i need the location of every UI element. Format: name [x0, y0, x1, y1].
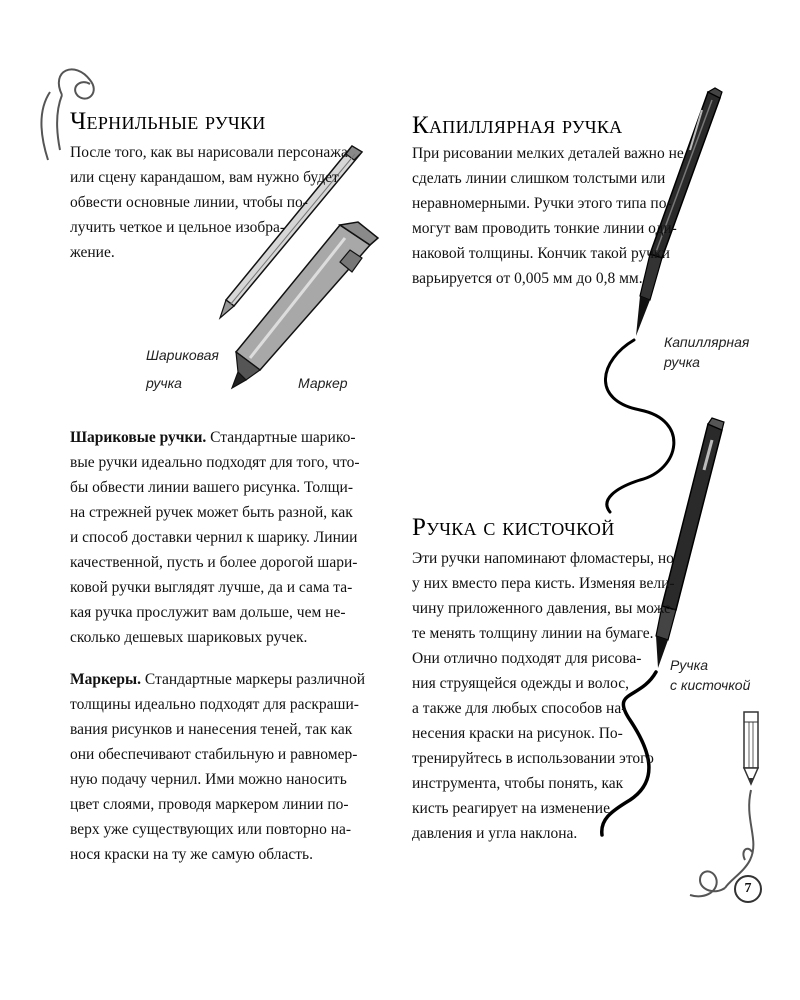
pencil-icon: [744, 712, 758, 784]
text-fragment: Стандартные маркеры различной: [141, 671, 366, 688]
text-line: на стрежней ручек может быть разной, как: [70, 504, 353, 521]
heading-brush-pen: Ручка с кисточкой: [412, 514, 615, 541]
text-line: неравномерными. Ручки этого типа по-: [412, 195, 672, 212]
text-line: нося краски на ту же самую область.: [70, 846, 313, 863]
text-line: При рисовании мелких деталей важно не: [412, 145, 684, 162]
text-line: кая ручка прослужит вам дольше, чем не-: [70, 604, 346, 621]
paragraph-capillary-pen: [412, 141, 684, 291]
text-line: чину приложенного давления, вы може-: [412, 600, 677, 617]
text-fragment: Стандартные шарико-: [206, 429, 356, 446]
text-line: кисть реагирует на изменение: [412, 800, 610, 817]
text-line: Они отлично подходят для рисова-: [412, 650, 642, 667]
text-line: обвести основные линии, чтобы по-: [70, 194, 308, 211]
page-number: 7: [734, 875, 762, 903]
heading-ink-pens: Чернильные ручки: [70, 108, 266, 135]
caption-brush-pen: [670, 655, 750, 695]
caption-line: Капиллярная: [664, 334, 750, 350]
caption-line: Шариковая: [146, 347, 219, 363]
caption-line: с кисточкой: [670, 677, 751, 693]
caption-line: ручка: [664, 354, 700, 370]
text-line: цвет слоями, проводя маркером линии по-: [70, 796, 349, 813]
caption-marker: [298, 373, 348, 393]
lead-term: Маркеры.: [70, 671, 142, 688]
text-line: и способ доставки чернил к шарику. Линии: [70, 529, 358, 546]
text-line: сделать линии слишком толстыми или: [412, 170, 666, 187]
heading-capillary-pen: Капиллярная ручка: [412, 112, 623, 139]
text-line: они обеспечивают стабильную и равномер-: [70, 746, 358, 763]
caption-line: ручка: [146, 375, 182, 391]
caption-capillary-pen: [664, 332, 749, 372]
text-line: бы обвести линии вашего рисунка. Толщи-: [70, 479, 353, 496]
text-line: [70, 425, 360, 450]
caption-line: Ручка: [670, 657, 708, 673]
text-line: сколько дешевых шариковых ручек.: [70, 629, 308, 646]
text-line: те менять толщину линии на бумаге.: [412, 625, 654, 642]
text-line: вания рисунков и нанесения теней, так как: [70, 721, 353, 738]
paragraph-markers: [70, 667, 365, 867]
lead-term: Шариковые ручки.: [70, 429, 207, 446]
text-line: могут вам проводить тонкие линии оди-: [412, 220, 677, 237]
text-line: После того, как вы нарисовали персонажа: [70, 144, 348, 161]
text-line: жение.: [70, 244, 115, 261]
text-line: ковой ручки выглядят лучше, да и сама та-: [70, 579, 353, 596]
text-line: инструмента, чтобы понять, как: [412, 775, 624, 792]
text-line: а также для любых способов на-: [412, 700, 627, 717]
text-line: наковой толщины. Кончик такой ручки: [412, 245, 670, 262]
text-line: толщины идеально подходят для раскраши-: [70, 696, 359, 713]
text-line: ния струящейся одежды и волос,: [412, 675, 629, 692]
text-line: давления и угла наклона.: [412, 825, 578, 842]
text-line: вые ручки идеально подходят для того, что-: [70, 454, 360, 471]
text-line: или сцену карандашом, вам нужно будет: [70, 169, 339, 186]
text-line: качественной, пусть и более дорогой шари-: [70, 554, 358, 571]
paragraph-brush-pen: [412, 546, 676, 846]
text-line: несения краски на рисунок. По-: [412, 725, 623, 742]
paragraph-ink-pens: [70, 140, 348, 265]
paragraph-ballpoint-pens: [70, 425, 360, 650]
text-line: верх уже существующих или повторно на-: [70, 821, 352, 838]
text-line: лучить четкое и цельное изобра-: [70, 219, 286, 236]
text-line: варьируется от 0,005 мм до 0,8 мм.: [412, 270, 643, 287]
text-line: тренируйтесь в использовании этого: [412, 750, 654, 767]
caption-line: Маркер: [298, 375, 348, 391]
text-line: Эти ручки напоминают фломастеры, но: [412, 550, 674, 567]
text-line: [70, 667, 365, 692]
caption-ballpoint-pen: [146, 345, 219, 393]
text-line: у них вместо пера кисть. Изменяя вели-: [412, 575, 675, 592]
text-line: ную подачу чернил. Ими можно наносить: [70, 771, 347, 788]
